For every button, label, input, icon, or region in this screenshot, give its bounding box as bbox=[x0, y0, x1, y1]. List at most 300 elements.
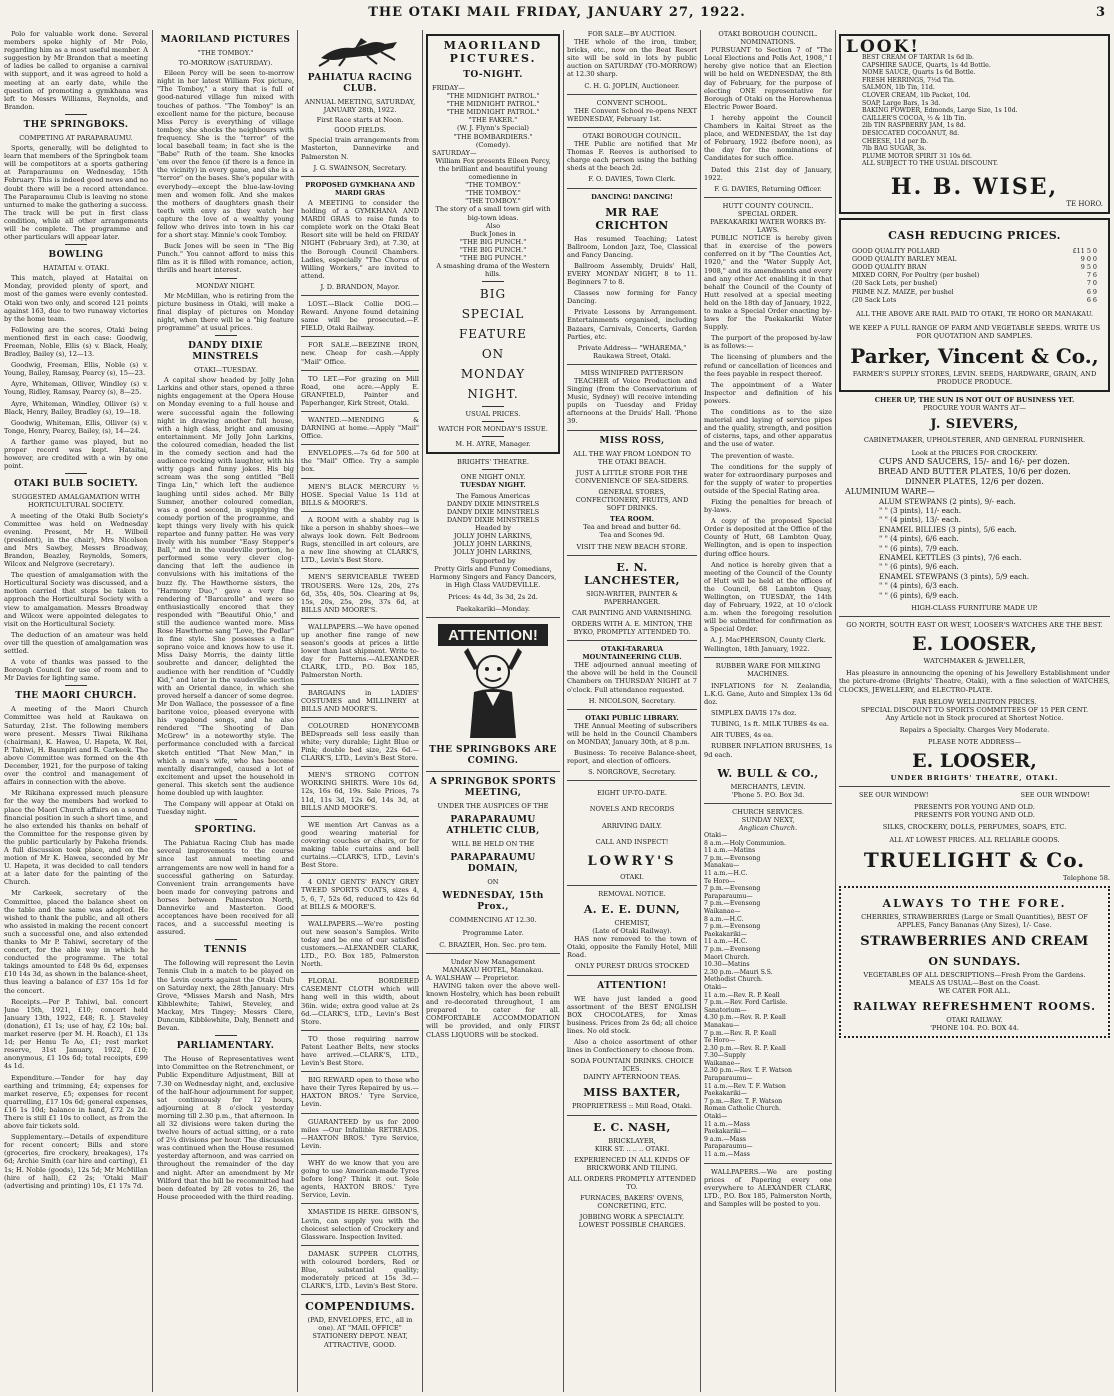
ad-heading-looser: E. LOOSER, bbox=[912, 750, 1037, 773]
divider bbox=[301, 370, 419, 371]
ad-line: BRICKLAYER, bbox=[608, 1136, 656, 1145]
article-text: Sports, generally, will be delighted to learn that members of the Springbok team will be competitors at a sports gathering at Paraparaumu on Wednesday, 15th February. This is indeed good news and no doubt there will be a record attendance. The Paraparaumu Club is leaving no stone unturned to make the gathering a success. The track will be put in first class condition, while all other arrangements will be complete. The programme and other particulars will appear later. bbox=[4, 144, 148, 242]
headline-maori-church: THE MAORI CHURCH. bbox=[15, 691, 137, 702]
divider bbox=[426, 771, 560, 772]
list-item: Waikanae— bbox=[704, 908, 741, 915]
ad-signature: J. G. SWAINSON, Secretary. bbox=[313, 163, 407, 172]
list-item: 7 p.m.—Rev. R. P. Keall bbox=[704, 1029, 777, 1037]
article-text: Eileen Percy will be seen to-morrow night in her latest William Fox picture, "The Tomboy," a story that is full of good-natured village fun mixed with touches of pathos. "The Tomboy" is an excellent name for the picture, because Miss Percy is everything of village tomboy, she shocks the neighbours with frequency. She is the "terror" of the local baseball team; in fact she is the "Babe" Ruth of the team. She knocks 'em over the fence (if there is a fence in the vicinity) in every game, and she is a "terror" on the bases. She's popular with everybody—except the blue-law-loving men and women folk. And she makes the mothers of daughters gnash their teeth with envy as they watch her capture the love of a wealthy young fellow who drives into town in his car for a short stay. Minnie's cook Tomboy. bbox=[157, 69, 294, 240]
ad-text: (PAD, ENVELOPES, ETC., all in one). AT "MAIL OFFICE" STATIONERY DEPOT. NEAT, ATTRACTIVE, GOOD. bbox=[307, 1316, 413, 1349]
classified-ad: TO those requiring narrow Patent Leather Belts, new stocks have arrived.—CLARK'S, LTD., Levin's Best Store. bbox=[301, 1034, 419, 1068]
list-item: Roman Catholic Church. bbox=[704, 1105, 781, 1113]
ad-line: SILKS, CROCKERY, DOLLS, PERFUMES, SOAPS, ETC. bbox=[882, 823, 1067, 832]
price-item: GOOD QUALITY BRAN bbox=[852, 263, 927, 272]
price-value: £11 5 0 bbox=[1072, 247, 1097, 256]
divider bbox=[301, 1154, 419, 1155]
list-item: 11 a.m.—Rev. T. F. Watson bbox=[704, 1082, 786, 1090]
ad-text: SIMPLEX DAVIS 17s doz. bbox=[711, 709, 797, 718]
classified-ad: XMASTIDE IS HERE. GIBSON'S, Levin, can supply you with the choicest selection of Crockery and Glassware. Inspection Invited. bbox=[301, 1208, 419, 1241]
big-special-line: FEATURE bbox=[458, 327, 527, 342]
list-item: 7 p.m.—Rev. Ford Carlisle. bbox=[704, 999, 788, 1007]
article-text: Receipts.—Per P. Tahiwi, bal. concert June 15th, 1921, £10; concert held January 13th, 1922, £48; R. J. Staveley (donation), £1 1s; use of hay, £2 10s; bal. market reserve (per M. H. Roach), £1 13s 1d; per Hemu Te Ao, £1; rest market reserve, 31st January, 1922, £10; anonymous, £1 10s 6d; total receipts, £99 4s 1d. bbox=[4, 997, 148, 1071]
ad-line: OTAKI RAILWAY. bbox=[946, 1016, 1003, 1025]
list-item: ENAMEL KETTLES (3 pints), 7/6 each. bbox=[879, 553, 1022, 563]
cash-price-list bbox=[846, 245, 1103, 306]
list-item: " " (3 pints), 11/- each. bbox=[879, 506, 962, 515]
ad-line: "THE TOMBOY." bbox=[465, 189, 521, 198]
ad-heading: REMOVAL NOTICE. bbox=[598, 889, 666, 898]
divider bbox=[301, 972, 419, 973]
divider bbox=[482, 421, 504, 422]
divider bbox=[301, 336, 419, 337]
article-text: Ayre, Whiteman, Olliver, Windley (s) v. Young, Ridley, Ramsay, Pearcy (s), 8—25. bbox=[4, 380, 148, 397]
divider bbox=[567, 555, 697, 556]
ad-line: Look at the PRICES FOR CROCKERY. bbox=[911, 448, 1038, 457]
ad-text: Has pleasure in announcing the opening of his Jewellery Establishment under the picture-drome (Brights' Theatre, Otaki), with a fine selection of WATCHES, CLOCKS, JEWELLERY, and ELECTRO-PLATE. bbox=[839, 669, 1110, 694]
divider bbox=[301, 478, 419, 479]
ad-line: VEGETABLES OF ALL DESCRIPTIONS—Fresh From the Gardens. bbox=[863, 970, 1086, 979]
list-item: 8 a.m.—Holy Communion. bbox=[704, 839, 786, 847]
ad-line: Telephone 58. bbox=[1063, 873, 1110, 882]
subhead: SUGGESTED AMALGAMATION WITH HORTICULTURAL SOCIETY. bbox=[11, 493, 141, 510]
ad-text: The conditions for the supply of water for extraordinary purposes and for the supply of water to properties outside of the Special Rating area. bbox=[704, 462, 832, 495]
ad-text: Fixing the penalties for breach of by-laws. bbox=[704, 497, 832, 515]
list-item: Sanatorium— bbox=[704, 1006, 747, 1014]
ad-heading: TO-NIGHT. bbox=[463, 70, 523, 80]
ad-line: CHEMIST, bbox=[614, 918, 650, 927]
parker-ad-box bbox=[839, 218, 1110, 392]
ad-text: HAS now removed to the town of Otaki, opposite the Family Hotel, Mill Road. bbox=[567, 935, 697, 960]
subhead: COMPETING AT PARAPARAUMU. bbox=[19, 133, 133, 142]
ad-line: JOLLY JOHN LARKINS, bbox=[453, 548, 533, 557]
article-text: A meeting of the Maori Church Committee was held at Raukawa on Saturday, 21st. The following members were present. Messrs Tiwai Rikihana (chairman), K. Hawea, U. Hapeta, W. Rei, P. Tahiwi, H. Baunpiri and R. Carkeek. The above Committee was formed on the 4th December, 1921, for the purpose of taking over the control and management of affairs in connection with the above. bbox=[4, 705, 148, 787]
ad-heading-nash: E. C. NASH, bbox=[593, 1120, 671, 1134]
ad-line: EIGHT UP-TO-DATE. bbox=[597, 789, 667, 798]
price-row bbox=[852, 271, 1097, 279]
ad-heading: PROPOSED GYMKHANA AND MARDI GRAS bbox=[305, 180, 415, 197]
ad-heading-dunn: A. E. E. DUNN, bbox=[583, 902, 681, 916]
big-special-line: ON bbox=[481, 347, 505, 362]
ad-heading: CHURCH SERVICES. bbox=[732, 807, 804, 816]
list-item: CAPSHIRE SAUCE, Quarts, 1s 4d Bottle. bbox=[862, 61, 991, 69]
ad-heading-parker: Parker, Vincent & Co., bbox=[850, 344, 1099, 369]
ad-heading-springboks: THE SPRINGBOKS ARE COMING. bbox=[429, 745, 557, 767]
ad-text: THE whole of the iron, timber, bricks, etc., now on the Beat Resort site will be sold in lots by public auction on SATURDAY (TO-MORROW) at 12.30 sharp. bbox=[567, 38, 697, 79]
ad-line: (Comedy). bbox=[475, 140, 511, 149]
list-item: 11 a.m.—H.C. bbox=[704, 870, 748, 878]
price-item: GOOD QUALITY POLLARD bbox=[852, 247, 940, 256]
big-special-line: MONDAY bbox=[460, 367, 526, 382]
price-value: 9 0 0 bbox=[1080, 255, 1097, 264]
ad-line: CABINETMAKER, UPHOLSTERER, AND GENERAL FURNISHER. bbox=[863, 436, 1086, 445]
headline-springboks: THE SPRINGBOKS. bbox=[23, 119, 129, 130]
list-item: Otaki— bbox=[704, 832, 728, 840]
list-item: PLUME MOTOR SPIRIT 31 10s 6d. bbox=[862, 152, 972, 160]
ad-text: Special train arrangements from Masterton, Dannevirke and Palmerston N. bbox=[301, 136, 419, 161]
ad-text: AIR TUBES, 4s ea. bbox=[711, 731, 774, 740]
ad-heading-sievers: J. SIEVERS, bbox=[930, 417, 1019, 433]
ad-line: The Famous Americas bbox=[456, 491, 530, 500]
column-rule bbox=[152, 30, 153, 1392]
ad-heading: A SPRINGBOK SPORTS MEETING, bbox=[429, 777, 557, 799]
classified-ad: MEN'S STRONG COTTON WORKING SHIRTS. Were 10s 6d, 12s, 16s 6d, 19s. Sale Prices, 7s 11d, 11s 3d, 12s 6d, 14s 3d, at BILLS AND MOORE'S. bbox=[301, 771, 419, 812]
attention-banner-text: ATTENTION! bbox=[448, 627, 538, 645]
ad-line: A. WALSHAW — Proprietor. bbox=[426, 973, 519, 982]
ad-line: GO NORTH, SOUTH EAST OR WEST, LOOSER'S WATCHES ARE THE BEST. bbox=[846, 621, 1103, 630]
ad-text: The purport of the proposed by-law is as follows:— bbox=[704, 334, 832, 351]
ad-line: "THE MIDNIGHT PATROL." bbox=[446, 100, 540, 109]
divider bbox=[567, 188, 697, 189]
ad-line: 'PHONE 104. P.O. BOX 44. bbox=[930, 1024, 1019, 1033]
ad-text: THE Convent School re-opens NEXT WEDNESDAY, February 1st. bbox=[567, 106, 697, 123]
ad-signature: A. J. MacPHERSON, County Clerk. bbox=[710, 636, 826, 645]
ad-line: ALL THE ABOVE ARE RAIL PAID TO OTAKI, TE HORO OR MANAKAU. bbox=[855, 309, 1094, 318]
ad-heading: ALWAYS TO THE FORE. bbox=[882, 896, 1067, 910]
ad-line: EXPERIENCED IN ALL KINDS OF BRICKWORK AND TILING. bbox=[574, 1155, 690, 1172]
divider bbox=[301, 1203, 419, 1204]
ad-signature: F. G. DAVIES, Returning Officer. bbox=[714, 184, 822, 193]
price-item: MIXED CORN, For Poultry (per bushel) bbox=[852, 271, 980, 280]
ad-line: KIRK ST. .. .. .. OTAKI. bbox=[594, 1144, 670, 1153]
article-text: A vote of thanks was passed to the Borough Council for use of room and to Mr Davies for lighting same. bbox=[4, 658, 148, 683]
ad-text: Dated this 21st day of January, 1922. bbox=[704, 165, 832, 182]
ad-line: Wellington, 18th January, 1922. bbox=[704, 644, 810, 653]
list-item: " " (6 pints), 6/9 each. bbox=[879, 590, 959, 600]
ad-text: RUBBER INFLATION BRUSHES, 1s 9d each. bbox=[704, 742, 832, 759]
ad-line: "THE BIG PUNCH." bbox=[459, 245, 527, 254]
ad-line: M. H. AYRE, Manager. bbox=[455, 440, 531, 449]
ad-signature: F. O. DAVIES, Town Clerk. bbox=[588, 175, 676, 184]
ad-heading: FOR SALE—BY AUCTION. bbox=[587, 30, 677, 38]
subhead: TO-MORROW (SATURDAY). bbox=[178, 59, 273, 68]
divider bbox=[215, 335, 237, 336]
article-text: This match, played at Hataitai on Monday, provided plenty of sport, and most of the games were evenly contested. Otaki won two only, and scored 121 points against 163, due to two runaway victories by the home team. bbox=[4, 274, 148, 323]
list-item: 7 p.m.—Evensong bbox=[704, 854, 761, 862]
ad-line: SIGN-WRITER, PAINTER & PAPERHANGER. bbox=[586, 589, 678, 606]
article-text: The following will represent the Levin Tennis Club in a match to be played on the Levin courts against the Otaki Club on Saturday next, the 28th January: Mrs Grove, *Misses Marsh and Nash, Mrs Kibblewhite; Tahiwi, Steveley, and Mackay, Mrs Tingey; Messrs Clere, Duncum, Kibblewhite, Daly, Bennett and Bevan. bbox=[157, 959, 294, 1033]
ad-heading: PARAPARAUMU ATHLETIC CLUB, bbox=[446, 815, 540, 837]
article-text: A meeting of the Otaki Bulb Society's Committee was held on Wednesday evening. Present, Mr H. Wilbeil (president), in the chair), Mrs Nicolson and Mrs Sawbey, Messrs Broadway, Brandon, Beazley, Reynolds, Somers, Wilcox and Nelgrove (secretary). bbox=[4, 511, 148, 569]
classified-ad: WE mention Art Canvas as a good wearing material for covering couches or chairs, or for making table curtains and bell curtains.—CLARK'S, LTD., Levin's Best Store. bbox=[301, 820, 419, 870]
ad-line: WE KEEP A FULL RANGE OF FARM AND VEGETABLE SEEDS. WRITE US FOR QUOTATION AND SAMPLES. bbox=[848, 323, 1101, 340]
list-item: 10.30—Matins bbox=[704, 961, 750, 969]
divider bbox=[215, 939, 237, 940]
divider bbox=[482, 406, 504, 407]
ad-text: PUBLIC NOTICE is hereby given that in exercise of the powers conferred on it by "The Counties Act, 1920," and the "Water Supply Act, 1908," and its amendments and every and any other Act enabling it in that behalf the Council of the County of Hutt resolved at a special meeting held on the 18th day of January, 1922, to make a Special Order enacting by-laws for the Paekakariki Water Supply. bbox=[704, 234, 832, 332]
list-item: SALMON, 1lb Tin, 11d. bbox=[862, 84, 935, 92]
divider bbox=[567, 1115, 697, 1116]
list-item: " " (4 pints), 6/3 each. bbox=[879, 581, 959, 591]
list-item: 11 a.m.—Rev. R. P. Keall bbox=[704, 991, 780, 999]
ad-line: ONE NIGHT ONLY. bbox=[460, 472, 526, 481]
masthead bbox=[0, 0, 1114, 30]
list-item: Paraparaumu— bbox=[704, 892, 753, 900]
ad-text: Classes now forming for Fancy Dancing. bbox=[567, 289, 697, 306]
list-item: NOME SAUCE, Quarts 1s 6d Bottle. bbox=[862, 69, 976, 77]
list-item: " " (6 pints), 7/9 each. bbox=[879, 543, 959, 553]
list-item: Te Horo— bbox=[704, 877, 736, 885]
classified-ad: FOR SALE.—BEEZINE IRON, new. Cheap for cash.—Apply "Mail" Office. bbox=[301, 341, 419, 366]
column-rule bbox=[422, 30, 423, 1392]
list-item: Manakau— bbox=[704, 1021, 740, 1029]
ad-line: SODA FOUNTAIN DRINKS. CHOICE ICES. bbox=[570, 1057, 694, 1074]
list-item: ALL SUBJECT TO THE USUAL DISCOUNT. bbox=[862, 160, 998, 168]
ad-heading: ATTENTION! bbox=[597, 980, 667, 991]
list-item: 7lb BAG SUGAR, 3s. bbox=[862, 145, 927, 153]
column-rule bbox=[700, 30, 701, 1392]
classified-ad: 4 ONLY GENTS' FANCY GREY TWEED SPORTS COATS, sizes 4, 5, 6, 7, 52s 6d, reduced to 42s 6d at BILLS & MOORE'S. bbox=[301, 878, 419, 911]
ad-text: Private Lessons by Arrangement. Entertainments organised, including Bazaars, Carnivals, Concerts, Garden Parties, etc. bbox=[567, 308, 697, 341]
ad-line: William Fox presents Eileen Percy, the brilliant and beautiful young comedienne in bbox=[435, 156, 551, 182]
column-6 bbox=[704, 30, 832, 1392]
list-item: Paraparaumu— bbox=[704, 1143, 753, 1151]
ad-text: THE Public are notified that Mr Thomas F. Reeves is authorised to charge each person using the bathing sheds at the beach 2d. bbox=[567, 140, 697, 173]
ad-line bbox=[839, 791, 1110, 799]
ad-signature: H. NICOLSON, Secretary. bbox=[588, 696, 676, 705]
ad-line: GENERAL STORES, CONFECTIONERY, FRUITS, AND SOFT DRINKS. bbox=[575, 487, 689, 513]
ad-line: DINNER PLATES, 12/6 per dozen. bbox=[905, 476, 1044, 486]
divider bbox=[567, 127, 697, 128]
list-item: 7.30—Supply bbox=[704, 1052, 746, 1060]
ad-heading: CHEER UP, THE SUN IS NOT OUT OF BUSINESS YET. bbox=[874, 396, 1075, 405]
big-special-line: NIGHT. bbox=[467, 387, 519, 402]
list-item: BAKING POWDER, Edmonds, Large Size, 1s 10d. bbox=[862, 107, 1018, 115]
article-text: Mr McMillan, who is retiring from the picture business in Otaki, will make a final display of pictures on Monday night, when there will be a "big feature programme" at usual prices. bbox=[157, 291, 294, 332]
ad-heading: OTAKI BOROUGH COUNCIL. bbox=[718, 30, 818, 38]
ad-line: FURNACES, BAKERS' OVENS, CONCRETING, ETC. bbox=[580, 1194, 684, 1211]
price-item: (20 Sack Lots bbox=[852, 295, 897, 304]
divider bbox=[301, 295, 419, 296]
price-value: 6 6 bbox=[1086, 295, 1097, 304]
divider bbox=[567, 364, 697, 365]
price-item: (20 Sack Lots, per bushel) bbox=[852, 279, 938, 288]
ad-line: (Late of Otaki Railway). bbox=[592, 927, 672, 936]
list-item: " " (6 pints), 9/6 each. bbox=[879, 562, 959, 572]
ad-heading: BRIGHTS' THEATRE. bbox=[457, 457, 529, 466]
ad-line: CAR PAINTING AND VARNISHING. bbox=[571, 608, 693, 617]
ad-heading-baxter: MISS BAXTER, bbox=[583, 1086, 681, 1100]
ad-heading: OTAKI BOROUGH COUNCIL. bbox=[582, 131, 682, 140]
ad-heading-crichton: MR RAE CRICHTON bbox=[595, 205, 669, 232]
ad-line: JOBBING WORK A SPECIALTY. LOWEST POSSIBLE CHARGES. bbox=[578, 1213, 686, 1230]
ad-heading-compendiums: COMPENDIUMS. bbox=[305, 1300, 415, 1314]
ad-line: ALUMINIUM WARE— bbox=[845, 486, 935, 496]
ad-line: DANDY DIXIE MINSTRELS bbox=[446, 508, 540, 516]
list-item: Otaki— bbox=[704, 1113, 728, 1121]
ad-heading-wise: H. B. WISE, bbox=[890, 174, 1059, 200]
divider bbox=[301, 1071, 419, 1072]
list-item: Paekakariki— bbox=[704, 930, 747, 938]
classified-ad: COLOURED HONEYCOMB BEDspreads sell less easily than white; very durable; Light Blue or Pink; double bed size, 22s 6d.—CLARK'S, LTD., Levin's Best Store. bbox=[301, 721, 419, 763]
subhead: "THE TOMBOY." bbox=[197, 49, 254, 57]
price-value: 6 9 bbox=[1086, 287, 1097, 296]
ad-text: Ballroom Assembly, Druids' Hall, EVERY MONDAY NIGHT, 8 to 11. Beginners 7 to 8. bbox=[567, 261, 697, 287]
divider bbox=[567, 94, 697, 95]
subhead: OTAKI—TUESDAY. bbox=[194, 366, 257, 375]
ad-line: BREAD AND BUTTER PLATES, 10/6 per dozen. bbox=[878, 466, 1071, 476]
ad-line: Repairs a Specialty. Charges Very Moderate. bbox=[899, 725, 1050, 734]
ad-heading-lanchester: E. N. LANCHESTER, bbox=[584, 560, 680, 587]
ad-line: CUPS AND SAUCERS, 15/- and 16/- per dozen. bbox=[879, 456, 1070, 466]
ad-text: The prevention of waste. bbox=[711, 451, 794, 460]
ad-line: JOLLY JOHN LARKINS, bbox=[453, 532, 533, 541]
list-item: Te Horo— bbox=[704, 1037, 736, 1045]
ad-line: OTAKI. bbox=[620, 872, 644, 881]
maoriland-ad-box bbox=[426, 34, 560, 454]
classified-ad: MEN'S SERVICEABLE TWEED TROUSERS. Were 12s, 20s, 27s 6d, 35s, 40s, 50s. Clearing at 9s, 15s, 20s, 25s, 29s, 37s 6d, at BILLS AND MOORE'S. bbox=[301, 573, 419, 614]
divider bbox=[704, 657, 832, 658]
list-item: 11 a.m.—H.C. bbox=[704, 938, 748, 946]
ad-heading-lowrys: LOWRY'S bbox=[587, 853, 677, 869]
classified-ad: WANTED.—MENDING & DARNING at home.—Apply "Mail" Office. bbox=[301, 416, 419, 441]
ad-line: USUAL PRICES. bbox=[465, 410, 521, 419]
headline-dandy-dixie: DANDY DIXIE MINSTRELS bbox=[188, 341, 263, 363]
ad-line: "THE BIG PUNCH." bbox=[459, 253, 527, 262]
wise-ad-box bbox=[839, 34, 1110, 214]
ad-text: TUBING, 1s ft. MILK TUBES 4s ea. bbox=[711, 720, 829, 729]
list-item: ENAMEL STEWPANS (3 pints), 5/9 each. bbox=[879, 571, 1030, 581]
ad-text: A copy of the proposed Special Order is deposited at the Office of the County of Hutt, 68 Lambton Quay, Wellington, and is open to inspection during office hours. bbox=[704, 517, 832, 558]
list-item: 11 a.m.—Mass bbox=[704, 1151, 750, 1158]
column-7 bbox=[839, 30, 1110, 1392]
ad-line: SEE OUR WINDOW! bbox=[1020, 791, 1090, 800]
column-3 bbox=[301, 30, 419, 1392]
article-text: The question of amalgamation with the Horticultural Society was discussed, and a motion carried that steps be taken to approach the Horticultural Society with a view to amalgamation. Messrs Broadway and Wilcox were appointed delegates to visit on the Horticultural Society. bbox=[4, 571, 148, 628]
ad-heading-cash-prices: CASH REDUCING PRICES. bbox=[888, 229, 1061, 243]
price-row bbox=[852, 296, 1097, 304]
divider bbox=[301, 618, 419, 619]
ad-line: 'Phone 5. P.O. Box 3d. bbox=[731, 790, 805, 799]
ad-line: PAEKAKARIKI WATER WORKS BY-LAWS. bbox=[710, 217, 826, 235]
ad-line: Anglican Church. bbox=[738, 823, 798, 832]
column-1 bbox=[4, 30, 148, 1392]
list-item: 4.30 p.m.—Rev. R. P. Keall bbox=[704, 1014, 786, 1022]
article-text: Ayre, Whiteman, Windley, Olliver (s) v. Black, Henry, Bailey, Bradley (s), 19—18. bbox=[4, 399, 148, 416]
ad-line: FAR BELOW WELLINGTON PRICES. bbox=[912, 697, 1037, 706]
classified-ad: WHY do we know that you are going to use American-made Tyres before long? Think it out. Sole agents, HAXTON BROS.' Tyre Service, Levin. bbox=[301, 1158, 419, 1200]
classified-ad: FLORAL BORDERED CASEMENT CLOTH which will hang well in this width, about 36in. wide; extra good value at 2s 6d.—CLARK'S, LTD., Levin's Best Store. bbox=[301, 977, 419, 1026]
ad-heading-ross: MISS ROSS, bbox=[599, 435, 665, 446]
ad-line: "THE FAKER." bbox=[468, 116, 518, 125]
divider bbox=[567, 885, 697, 886]
ad-signature: C. BRAZIER, Hon. Sec. pro tem. bbox=[439, 940, 547, 949]
divider bbox=[301, 176, 419, 177]
divider bbox=[301, 511, 419, 512]
divider bbox=[215, 819, 237, 820]
list-item: " " (4 pints), 6/6 each. bbox=[879, 534, 959, 544]
ad-line: ORDERS WITH A. E. MINTON, THE BYKO, PROMPTLY ATTENDED TO. bbox=[571, 619, 693, 636]
ad-line: TUESDAY NIGHT. bbox=[460, 480, 526, 489]
headline-maoriland-pictures: MAORILAND PICTURES bbox=[160, 35, 291, 45]
divider bbox=[704, 803, 832, 804]
ad-line: HIGH-CLASS FURNITURE MADE UP. bbox=[911, 604, 1038, 613]
ad-text: Business: To receive Balance-sheet, report, and election of officers. bbox=[567, 749, 697, 766]
ad-text: The licensing of plumbers and the refund or cancellation of licences and the fees payable in respect thereof. bbox=[704, 353, 832, 378]
list-item: ALUM STEWPANS (2 pints), 9/- each. bbox=[879, 496, 1016, 506]
ad-line: UNDER THE AUSPICES OF THE bbox=[437, 802, 549, 811]
ad-heading-bull: W. BULL & CO., bbox=[717, 766, 819, 780]
ad-line: SEE OUR WINDOW! bbox=[859, 791, 929, 800]
divider bbox=[704, 1163, 832, 1164]
ad-line: WATCHMAKER & JEWELLER, bbox=[923, 657, 1026, 666]
ad-line: Also bbox=[485, 221, 501, 230]
divider bbox=[482, 281, 504, 282]
ad-line: TE HORO. bbox=[1066, 200, 1103, 208]
list-item: 7 p.m.—Evensong bbox=[704, 923, 761, 931]
ad-line: DANDY DIXIE MINSTRELS bbox=[446, 516, 540, 525]
ad-line: PROCURE YOUR WANTS AT— bbox=[922, 404, 1027, 413]
list-item: Paekakariki— bbox=[704, 1128, 747, 1136]
divider bbox=[301, 1294, 419, 1295]
ad-heading: OTAKI PUBLIC LIBRARY. bbox=[585, 713, 679, 722]
ad-heading-railway: RAILWAY REFRESHMENT ROOMS. bbox=[853, 1000, 1096, 1014]
ad-text: I hereby appoint the Council Chambers in Kaitai Street as the place, and WEDNESDAY, the 1st day of February, 1922 (before noon), as the day for the nominations of Candidates for such office. bbox=[704, 113, 832, 163]
divider bbox=[301, 411, 419, 412]
list-item: 7 p.m.—Evensong bbox=[704, 945, 761, 953]
list-item: CLOVER CREAM, 1lb Packet, 10d. bbox=[862, 92, 971, 100]
ad-line: ALL AT LOWEST PRICES. ALL RELIABLE GOODS. bbox=[889, 835, 1060, 844]
classified-ad: WALLPAPERS.—We have opened up another fine range of new season's goods at prices a little lower than last shipment. Write to-day for Patterns.—ALEXANDER CLARK, LTD., P.O. Box 185, Palmerston North. bbox=[301, 622, 419, 680]
divider bbox=[301, 873, 419, 874]
list-item: Paekakariki— bbox=[704, 1090, 747, 1098]
ad-heading: DANCING! DANCING! bbox=[591, 192, 673, 201]
ad-line: Private Address— "WHAREMA," Raukawa Street, Otaki. bbox=[577, 343, 687, 360]
subhead: MONDAY NIGHT. bbox=[195, 281, 256, 290]
divider bbox=[215, 278, 237, 279]
ad-line: ALL ORDERS PROMPTLY ATTENDED TO. bbox=[568, 1174, 696, 1191]
article-text: The Pahiatua Racing Club has made several improvements to the course since last annual meeting and arrangements are now well in hand for a successful gathering on Saturday. Convenient train arrangements have been made for conveying patrons and horses between Palmerston North, Dannevirke and Masterton. Good acceptances have been received for all races, and a successful meeting is assured. bbox=[157, 839, 294, 937]
divider bbox=[839, 616, 1110, 617]
ad-text: PURSUANT to Section 7 of "The Local Elections and Polls Act, 1908," I hereby give notice that an Election will be held on WEDNESDAY, the 8th day of February, for the purpose of electing ONE representative for Borough of Otaki on the Horowhenua Electric Power Board. bbox=[704, 46, 832, 111]
ad-heading: MAORILAND bbox=[443, 39, 543, 52]
ad-line: JUST A LITTLE STORE FOR THE CONVENIENCE OF SEA-SIDERS. bbox=[575, 468, 689, 485]
price-value: 7 0 bbox=[1086, 279, 1097, 288]
ad-heading-look: LOOK! bbox=[846, 37, 920, 57]
headline-parliamentary: PARLIAMENTARY. bbox=[176, 1041, 275, 1052]
ad-line: MERCHANTS, LEVIN. bbox=[730, 782, 806, 791]
divider bbox=[65, 685, 87, 686]
racehorse-illustration bbox=[301, 34, 419, 68]
price-value: 7 6 bbox=[1086, 271, 1097, 280]
ad-signature: J. D. BRANDON, Mayor. bbox=[320, 282, 400, 291]
divider bbox=[301, 717, 419, 718]
article-text: Supplementary.—Details of expenditure for recent concert; Bills and store (groceries, fire crockery, breakages), 17s 6d; Archie Smith (car hire and carting), £1 1s; H. Noble (goods), 12s 5d; Mr McMillan (hire of hall), £2 2s; 'Otaki Mail' (advertising and printing) 10s, £1 17s 7d. bbox=[4, 1133, 148, 1190]
ad-line: DANDY DIXIE MINSTRELS bbox=[446, 499, 540, 508]
column-4 bbox=[426, 30, 560, 1392]
price-value: 9 5 0 bbox=[1080, 263, 1097, 272]
list-item: CAILLER'S COCOA, ½ & 1lb Tin. bbox=[862, 114, 967, 122]
ad-heading: OTAKI-TARARUA MOUNTAINEERING CLUB. bbox=[582, 645, 682, 662]
ad-line: "THE TOMBOY." bbox=[465, 181, 521, 190]
ad-line: ONLY PUREST DRUGS STOCKED bbox=[574, 962, 690, 971]
ad-line: MEALS AS USUAL—Best on the Coast. bbox=[908, 979, 1040, 988]
divider bbox=[301, 766, 419, 767]
ad-signature: C. H. G. JOPLIN, Auctioneer. bbox=[584, 81, 680, 90]
divider bbox=[301, 1113, 419, 1114]
ad-line: FRIDAY— bbox=[432, 84, 465, 92]
ad-text: THE adjourned annual meeting of the above will be held in the Council Chambers on THURSDAY NIGHT at 7 o'clock. Full attendance requested. bbox=[567, 661, 697, 694]
price-row bbox=[852, 255, 1097, 263]
price-row bbox=[852, 288, 1097, 296]
list-item: Maori Church. bbox=[704, 953, 750, 961]
ad-heading: ON SUNDAYS. bbox=[928, 954, 1021, 968]
ad-line: First Race starts at Noon. bbox=[316, 116, 404, 125]
price-row bbox=[852, 247, 1097, 255]
ad-line: "THE BIG PUNCH." bbox=[459, 237, 527, 246]
ad-line: Pretty Girls and Funny Comedians, Harmony Singers and Fancy Dancers, in High Class VAUDEVILLE. bbox=[429, 564, 557, 589]
ad-line: ARRIVING DAILY. bbox=[601, 821, 662, 830]
subhead: ANNUAL MEETING, SATURDAY, JANUARY 28th, 1922. bbox=[304, 98, 416, 115]
